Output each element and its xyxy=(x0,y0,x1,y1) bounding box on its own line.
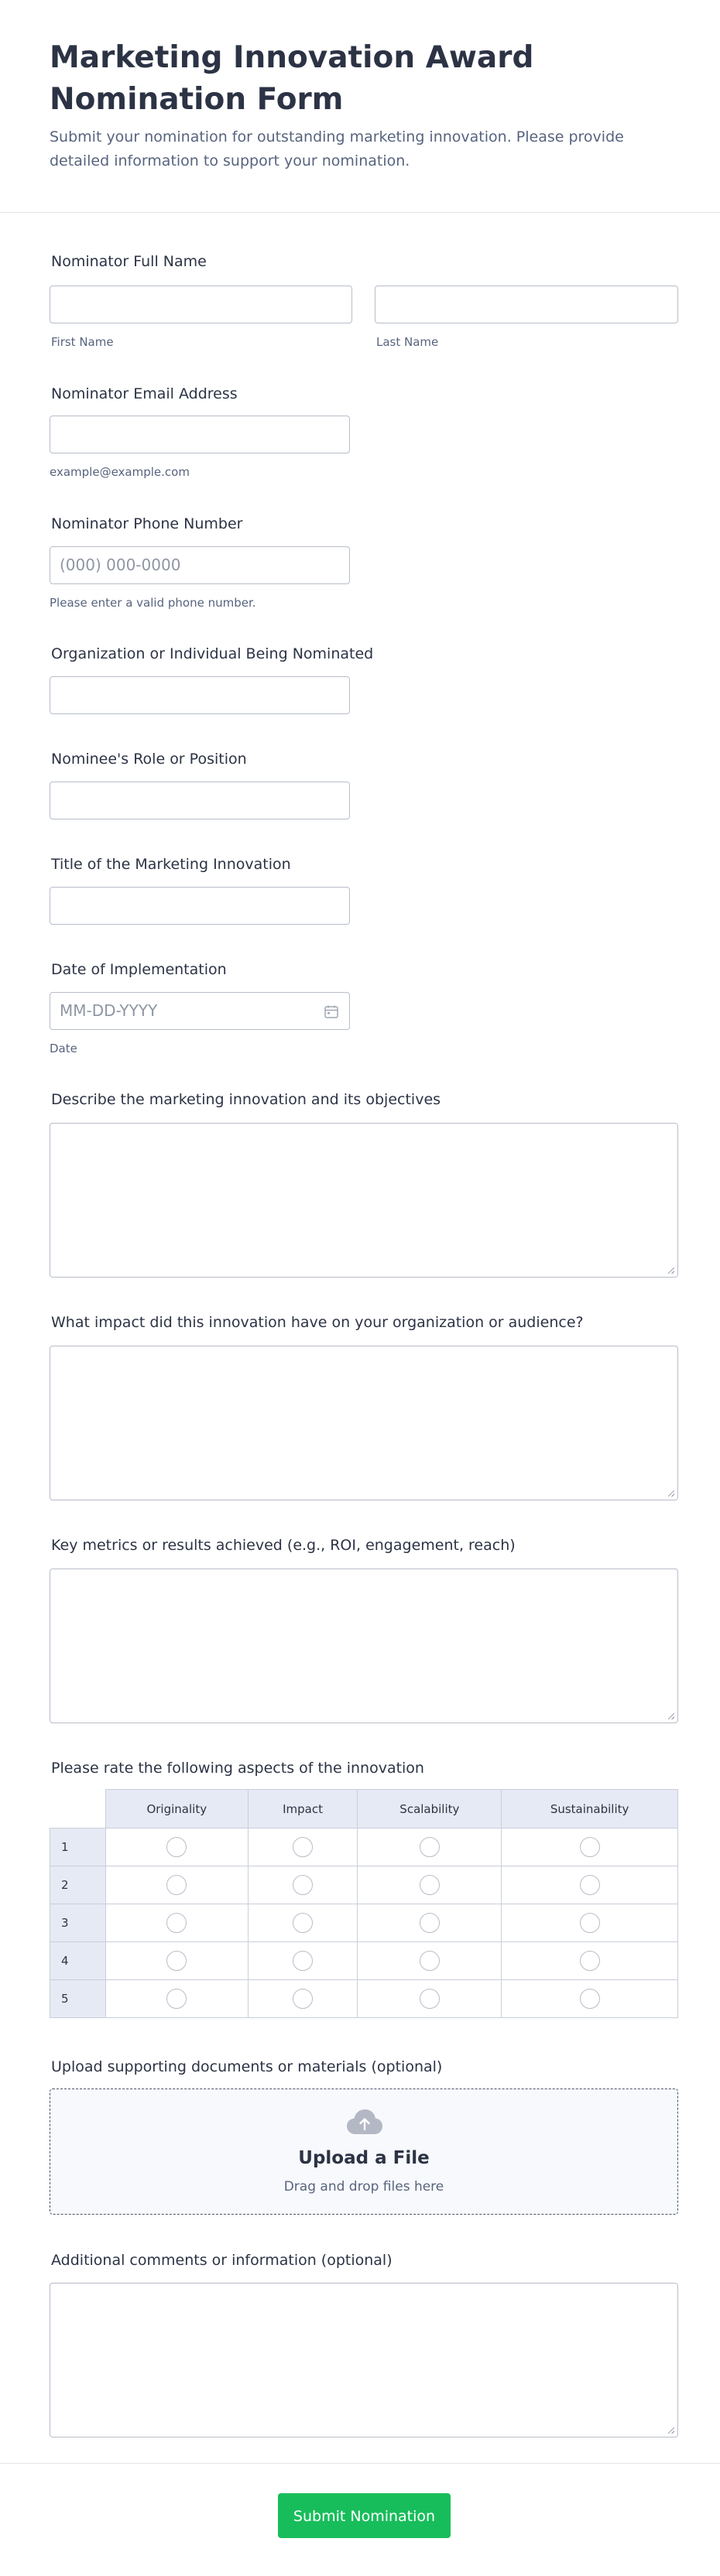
upload-title: Upload a File xyxy=(298,2148,430,2168)
matrix-row-label: 1 xyxy=(50,1829,106,1866)
matrix-column-header: Originality xyxy=(105,1790,248,1829)
comments-label: Additional comments or information (optional) xyxy=(51,2252,393,2269)
innovation-title-label: Title of the Marketing Innovation xyxy=(51,856,291,873)
upload-subtitle: Drag and drop files here xyxy=(283,2179,444,2195)
role-input[interactable] xyxy=(50,782,350,819)
rating-radio[interactable] xyxy=(580,1913,600,1933)
date-label: Date of Implementation xyxy=(51,961,227,978)
metrics-textarea[interactable] xyxy=(50,1569,678,1723)
rating-radio[interactable] xyxy=(580,1951,600,1971)
nominee-input[interactable] xyxy=(50,676,350,714)
last-name-input[interactable] xyxy=(375,286,678,323)
matrix-column-header: Sustainability xyxy=(502,1790,678,1829)
rating-radio[interactable] xyxy=(420,1875,440,1895)
matrix-corner xyxy=(50,1790,106,1829)
phone-input[interactable]: (000) 000-0000 xyxy=(50,546,350,584)
date-sublabel: Date xyxy=(50,1042,77,1055)
impact-textarea[interactable] xyxy=(50,1346,678,1500)
phone-sublabel: Please enter a valid phone number. xyxy=(50,596,256,610)
resize-handle-icon[interactable] xyxy=(668,2427,674,2434)
rating-radio[interactable] xyxy=(293,1913,313,1933)
rating-radio[interactable] xyxy=(166,1951,187,1971)
file-upload-dropzone[interactable] xyxy=(50,2089,678,2215)
cloud-upload-icon xyxy=(346,2108,383,2136)
nominee-label: Organization or Individual Being Nominated xyxy=(51,645,374,662)
rating-label: Please rate the following aspects of the innovation xyxy=(51,1760,424,1777)
matrix-row xyxy=(50,1829,678,1866)
rating-radio[interactable] xyxy=(293,1875,313,1895)
rating-matrix xyxy=(50,1789,678,2018)
rating-radio[interactable] xyxy=(166,1913,187,1933)
resize-handle-icon[interactable] xyxy=(668,1267,674,1274)
impact-label: What impact did this innovation have on your organization or audience? xyxy=(51,1314,584,1331)
matrix-row-label: 3 xyxy=(50,1904,106,1942)
matrix-column-header: Impact xyxy=(248,1790,358,1829)
comments-textarea[interactable] xyxy=(50,2283,678,2437)
describe-textarea[interactable] xyxy=(50,1123,678,1278)
phone-label: Nominator Phone Number xyxy=(51,515,243,532)
matrix-row-label: 4 xyxy=(50,1942,106,1980)
matrix-row xyxy=(50,1866,678,1904)
rating-radio[interactable] xyxy=(420,1913,440,1933)
rating-radio[interactable] xyxy=(166,1875,187,1895)
rating-radio[interactable] xyxy=(420,1837,440,1857)
describe-label: Describe the marketing innovation and its objectives xyxy=(51,1091,441,1108)
submit-button[interactable]: Submit Nomination xyxy=(278,2493,451,2538)
rating-radio[interactable] xyxy=(580,1989,600,2009)
rating-radio[interactable] xyxy=(293,1837,313,1857)
footer-divider xyxy=(0,2463,720,2464)
form-description: Submit your nomination for outstanding marketing innovation. Please provide detailed information to support your nomination. xyxy=(50,128,624,169)
nominator-name-label: Nominator Full Name xyxy=(51,253,207,270)
role-label: Nominee's Role or Position xyxy=(51,751,247,768)
calendar-icon[interactable] xyxy=(324,1005,338,1018)
rating-radio[interactable] xyxy=(420,1951,440,1971)
first-name-sublabel: First Name xyxy=(51,335,114,349)
rating-radio[interactable] xyxy=(580,1837,600,1857)
resize-handle-icon[interactable] xyxy=(668,1713,674,1719)
email-sublabel: example@example.com xyxy=(50,465,190,479)
matrix-row-label: 2 xyxy=(50,1866,106,1904)
rating-radio[interactable] xyxy=(166,1989,187,2009)
rating-radio[interactable] xyxy=(293,1951,313,1971)
rating-radio[interactable] xyxy=(420,1989,440,2009)
last-name-sublabel: Last Name xyxy=(376,335,439,349)
email-input[interactable] xyxy=(50,416,350,453)
date-input[interactable]: MM-DD-YYYY xyxy=(50,992,350,1030)
upload-label: Upload supporting documents or materials (optional) xyxy=(51,2058,443,2075)
matrix-row xyxy=(50,1980,678,2018)
email-label: Nominator Email Address xyxy=(51,385,238,402)
metrics-label: Key metrics or results achieved (e.g., ROI, engagement, reach) xyxy=(51,1537,516,1554)
rating-radio[interactable] xyxy=(166,1837,187,1857)
matrix-row-label: 5 xyxy=(50,1980,106,2018)
matrix-row xyxy=(50,1904,678,1942)
rating-radio[interactable] xyxy=(293,1989,313,2009)
matrix-column-header: Scalability xyxy=(358,1790,502,1829)
innovation-title-input[interactable] xyxy=(50,887,350,925)
resize-handle-icon[interactable] xyxy=(668,1490,674,1497)
rating-radio[interactable] xyxy=(580,1875,600,1895)
first-name-input[interactable] xyxy=(50,286,352,323)
form-title: Marketing Innovation Award Nomination Form xyxy=(50,40,534,117)
matrix-row xyxy=(50,1942,678,1980)
form-header xyxy=(0,0,720,213)
